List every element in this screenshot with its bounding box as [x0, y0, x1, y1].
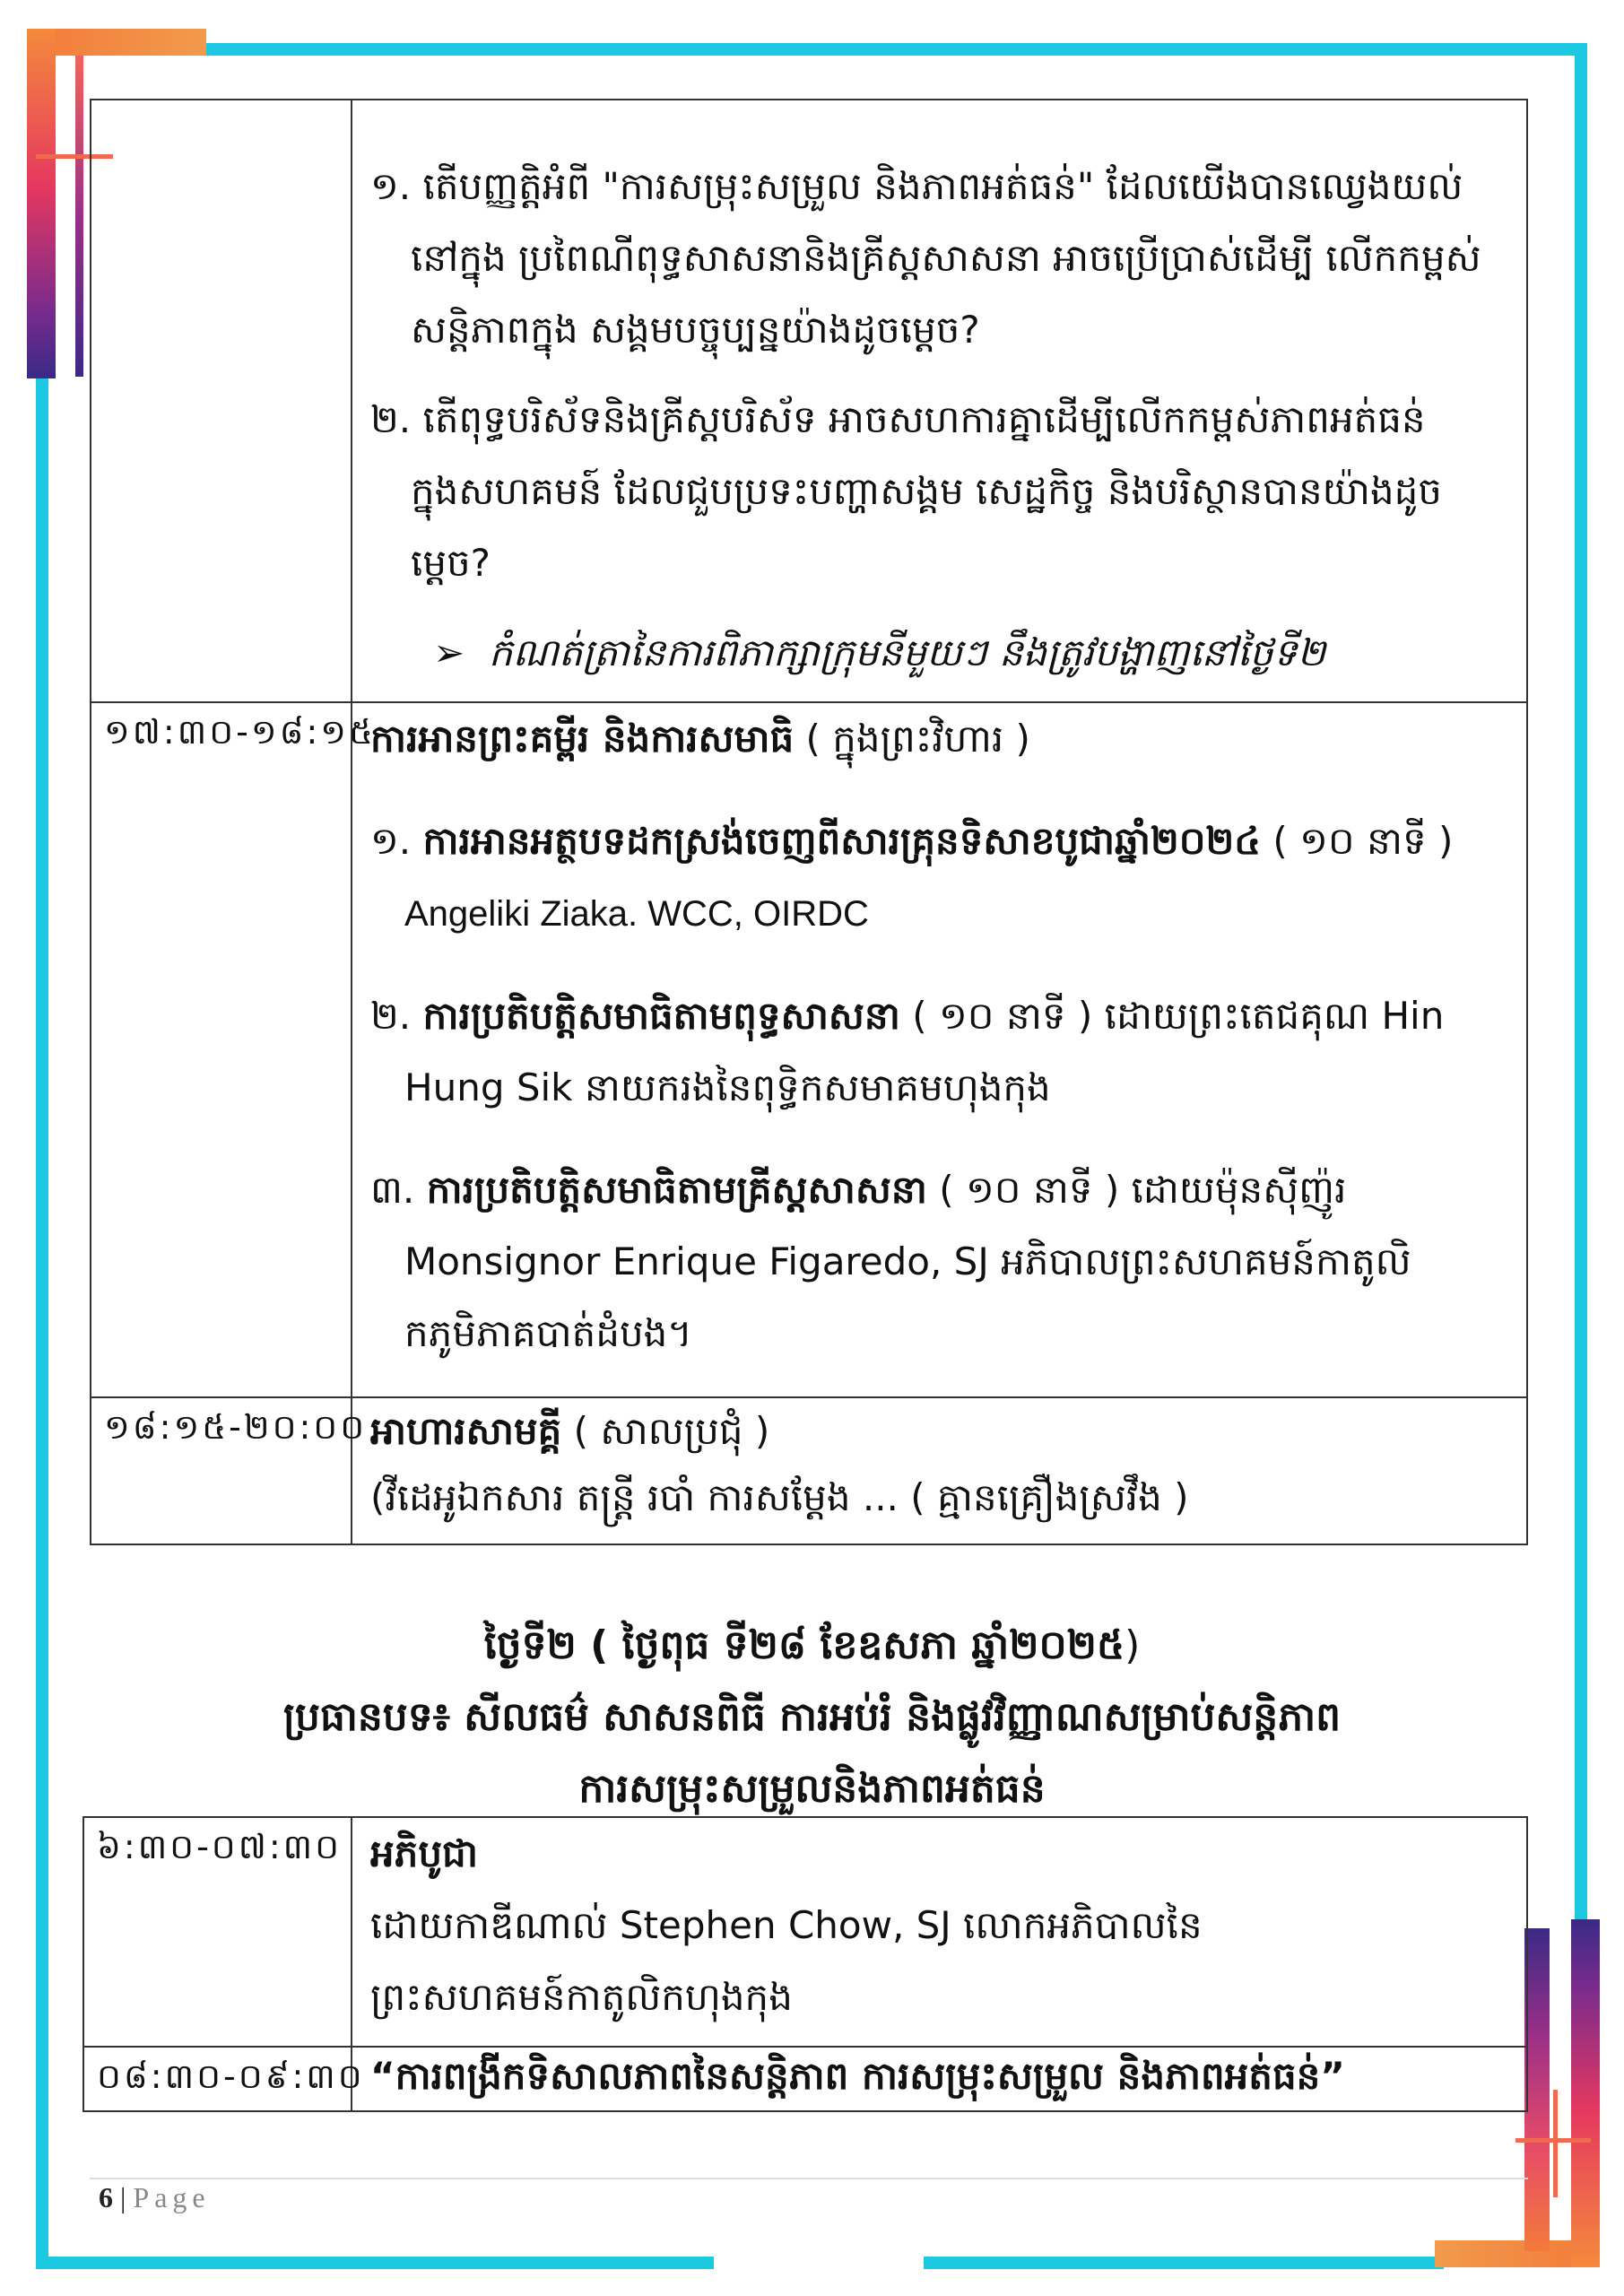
corner-accent-bottom-right-stripe — [1524, 1928, 1550, 2251]
session-cell — [352, 2047, 1527, 2111]
item-presenter: ដោយម៉ុនស៊ីញ៉ូរ Monsignor Enrique Figaredo, SJ អភិបាលព្រះសហគមន៍កាតូលិកភូមិភាគបាត់ដំបង។ — [404, 1168, 1411, 1355]
item-number: ១. — [370, 819, 412, 863]
prayer-cell — [352, 702, 1527, 1397]
discussion-cell — [352, 100, 1527, 702]
table-row-discussion — [91, 100, 1527, 702]
time-cell: ១៨:១៥-២០:០០ — [91, 1397, 352, 1544]
table-row-session — [83, 2047, 1527, 2111]
prayer-item-2 — [370, 980, 1508, 1124]
item-presenter: ដោយព្រះតេជគុណ Hin Hung Sik នាយករងនៃពុទ្ធិកសមាគមហុងកុង — [404, 994, 1445, 1109]
page-separator: | — [120, 2181, 126, 2213]
item-duration: ( ១០ នាទី ) — [1272, 819, 1454, 863]
dinner-heading — [370, 1398, 1508, 1465]
page-label: Page — [133, 2181, 211, 2213]
day2-theme-line-2: ការសម្រុះសម្រួលនិងភាពអត់ធន់ — [578, 1766, 1046, 1812]
page-number: 6 — [99, 2181, 113, 2213]
frame-left-line — [36, 375, 48, 2269]
frame-top-line — [193, 43, 1587, 56]
discussion-question-1: ១. តើបញ្ញត្តិអំពី "ការសម្រុះសម្រួល និងភាពអត់ធន់" ដែលយើងបានឈ្វេងយល់នៅក្នុង ប្រពៃណីពុទ្ធសាសនានិងគ្រីស្តសាសនា អាចប្រើប្រាស់ដើម្បី លើកកម្ពស់សន្តិភាពក្នុង សង្គមបច្ចុប្បន្នយ៉ាងដូចម្តេច? — [370, 164, 1481, 352]
item-title: ការប្រតិបត្តិសមាធិតាមគ្រីស្តសាសនា — [426, 1168, 927, 1212]
session-title: “ការពង្រីកទិសាលភាពនៃសន្តិភាព ការសម្រុះសម្រួល និងភាពអត់ធន់” — [370, 2054, 1345, 2098]
item-duration: ( ១០ នាទី ) — [912, 994, 1093, 1038]
table-row-opening — [83, 1817, 1527, 2047]
item-duration: ( ១០ នាទី ) — [939, 1168, 1120, 1212]
prayer-location: ( ក្នុងព្រះវិហារ ) — [805, 717, 1030, 761]
day2-theme-line: ប្រធានបទ៖ សីលធម៌ សាសនពិធី ការអប់រំ និងផ្លូវវិញ្ញាណសម្រាប់សន្តិភាព — [282, 1694, 1342, 1740]
corner-accent-bottom-right-vertical — [1571, 1919, 1600, 2267]
corner-accent-top-left-stripe — [75, 56, 83, 377]
day2-date-close: ) — [1125, 1622, 1141, 1668]
opening-cell — [352, 1817, 1527, 2047]
dinner-location: ( សាលប្រជុំ ) — [573, 1409, 770, 1453]
frame-bottom-line-right — [924, 2257, 1444, 2269]
frame-bottom-line-left — [36, 2257, 714, 2269]
day2-date-line — [0, 1610, 1624, 1682]
discussion-note — [370, 617, 1508, 689]
opening-description: ដោយកាឌីណាល់ Stephen Chow, SJ លោកអភិបាលនៃព្រះសហគមន៍កាតូលិកហុងកុង — [370, 1903, 1203, 2019]
dinner-details: (វីដេអូឯកសារ តន្ត្រី របាំ ការសម្តែង ... ( គ្មានគ្រឿងស្រវឹង ) — [370, 1475, 1189, 1519]
time-cell: ៦:៣០-០៧:៣០ — [83, 1817, 352, 2047]
time-cell: ១៧:៣០-១៨:១៥ — [91, 702, 352, 1397]
item-presenter: Angeliki Ziaka. WCC, OIRDC — [404, 894, 869, 934]
prayer-item-1 — [370, 805, 1508, 877]
footer-divider — [90, 2178, 1528, 2179]
corner-accent-bottom-right-cross-vertical — [1553, 2090, 1558, 2197]
corner-accent-top-left-vertical — [27, 29, 56, 378]
discussion-question-2: ២. តើពុទ្ធបរិស័ទនិងគ្រីស្តបរិស័ទ អាចសហការគ្នាដើម្បីលើកកម្ពស់ភាពអត់ធន់ក្នុងសហគមន៍ ដែលជួបប្រទះបញ្ហាសង្គម សេដ្ឋកិច្ច និងបរិស្ថានបានយ៉ាងដូចម្តេច? — [370, 397, 1442, 585]
item-title: ការប្រតិបត្តិសមាធិតាមពុទ្ធសាសនា — [422, 994, 900, 1038]
item-title: ការអានអត្ថបទដកស្រង់ចេញពីសារគ្រុនទិសាខបូជាឆ្នាំ២០២៤ — [422, 819, 1262, 863]
item-number: ៣. — [370, 1168, 415, 1212]
table-row-prayer — [91, 702, 1527, 1397]
dinner-title: អាហារសាមគ្គី — [370, 1409, 562, 1453]
item-number: ២. — [370, 994, 412, 1038]
corner-accent-bottom-right-cross-horizontal — [1515, 2138, 1591, 2143]
day1-schedule-table — [90, 99, 1528, 1545]
time-cell: ០៨:៣០-០៩:៣០ — [83, 2047, 352, 2111]
prayer-item-1-presenter — [370, 877, 1508, 950]
discussion-note-text: កំណត់ត្រានៃការពិភាក្សាក្រុមនីមួយៗ នឹងត្រូវបង្ហាញនៅថ្ងៃទី២ — [488, 631, 1326, 674]
day2-label: ថ្ងៃទី២ — [483, 1622, 577, 1668]
day2-date: ( ថ្ងៃពុធ ទី២៨ ខែឧសភា ឆ្នាំ២០២៥ — [590, 1622, 1125, 1668]
prayer-item-3 — [370, 1154, 1508, 1370]
table-row-dinner — [91, 1397, 1527, 1544]
day2-heading — [0, 1610, 1624, 1825]
day2-schedule-table — [83, 1816, 1528, 2112]
page-footer — [99, 2181, 211, 2214]
time-cell — [91, 100, 352, 702]
prayer-heading — [370, 703, 1508, 775]
dinner-cell — [352, 1397, 1527, 1544]
opening-title: អភិបូជា — [370, 1831, 478, 1875]
arrow-bullet-icon: ➢ — [433, 631, 465, 674]
prayer-title: ការអានព្រះគម្ពីរ និងការសមាធិ — [370, 717, 795, 761]
